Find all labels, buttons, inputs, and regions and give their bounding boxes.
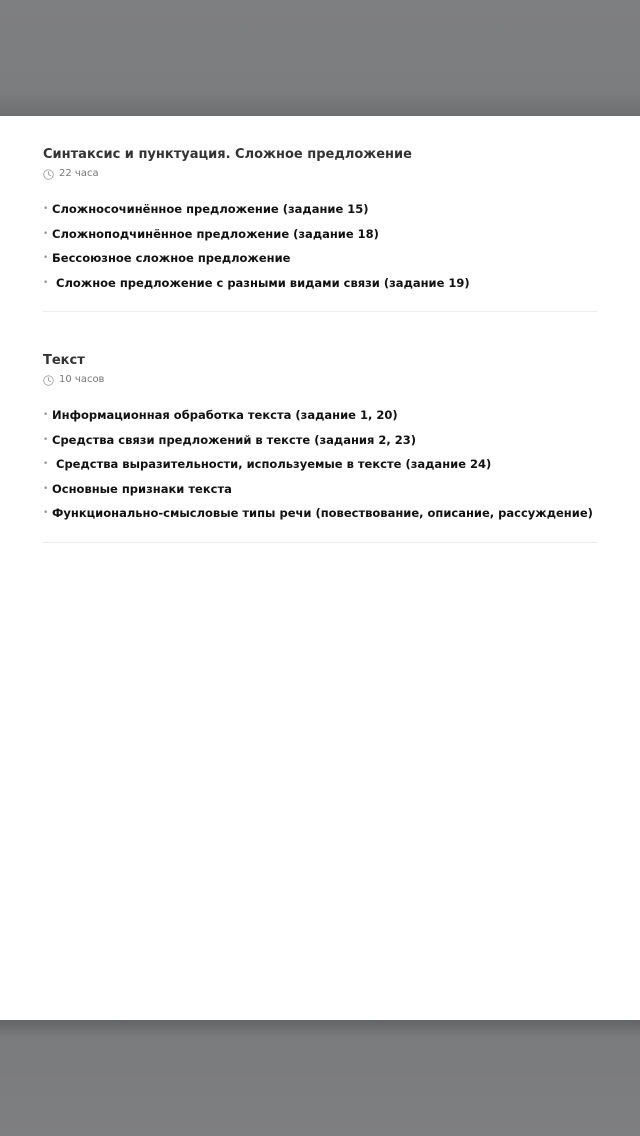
topic-label: Сложносочинённое предложение (задание 15) <box>52 202 369 217</box>
topic-item <box>43 428 597 453</box>
dimmed-backdrop-bottom[interactable] <box>0 1020 640 1136</box>
hours-label: 10 часов <box>59 374 105 385</box>
bullet-icon: • <box>43 253 49 264</box>
section-syntax <box>43 147 597 295</box>
topic-label: Информационная обработка текста (задание 1, 20) <box>52 408 398 423</box>
topic-item <box>43 222 597 247</box>
section-duration <box>43 167 597 181</box>
topic-item <box>43 271 597 296</box>
section-divider <box>43 311 597 312</box>
hours-label: 22 часа <box>59 168 99 179</box>
bullet-icon: • <box>43 434 49 445</box>
topic-label: Сложноподчинённое предложение (задание 18) <box>52 226 379 241</box>
topic-list <box>43 197 597 295</box>
bullet-icon: • <box>43 459 49 470</box>
course-program-panel <box>0 116 640 1020</box>
bullet-icon: • <box>43 228 49 239</box>
topic-list <box>43 403 597 526</box>
section-divider <box>43 542 597 543</box>
section-text <box>43 353 597 526</box>
topic-item <box>43 246 597 271</box>
bullet-icon: • <box>43 483 49 494</box>
topic-label: Средства связи предложений в тексте (задания 2, 23) <box>52 432 417 447</box>
bullet-icon: • <box>43 410 49 421</box>
topic-item <box>43 197 597 222</box>
section-title: Текст <box>43 353 85 368</box>
topic-label: Бессоюзное сложное предложение <box>52 251 291 266</box>
clock-icon <box>43 375 54 386</box>
topic-label: Основные признаки текста <box>52 481 232 496</box>
topic-item <box>43 501 597 526</box>
clock-icon <box>43 169 54 180</box>
topic-label: Сложное предложение с разными видами связи (задание 19) <box>52 275 470 290</box>
dimmed-backdrop-top[interactable] <box>0 0 640 116</box>
topic-label: Средства выразительности, используемые в тексте (задание 24) <box>52 457 492 472</box>
topic-item <box>43 403 597 428</box>
bullet-icon: • <box>43 508 49 519</box>
section-duration <box>43 373 597 387</box>
bullet-icon: • <box>43 204 49 215</box>
bullet-icon: • <box>43 277 49 288</box>
topic-label: Функционально-смысловые типы речи (повествование, описание, рассуждение) <box>52 506 593 521</box>
section-title: Синтаксис и пунктуация. Сложное предложение <box>43 147 412 162</box>
topic-item <box>43 452 597 477</box>
topic-item <box>43 477 597 502</box>
